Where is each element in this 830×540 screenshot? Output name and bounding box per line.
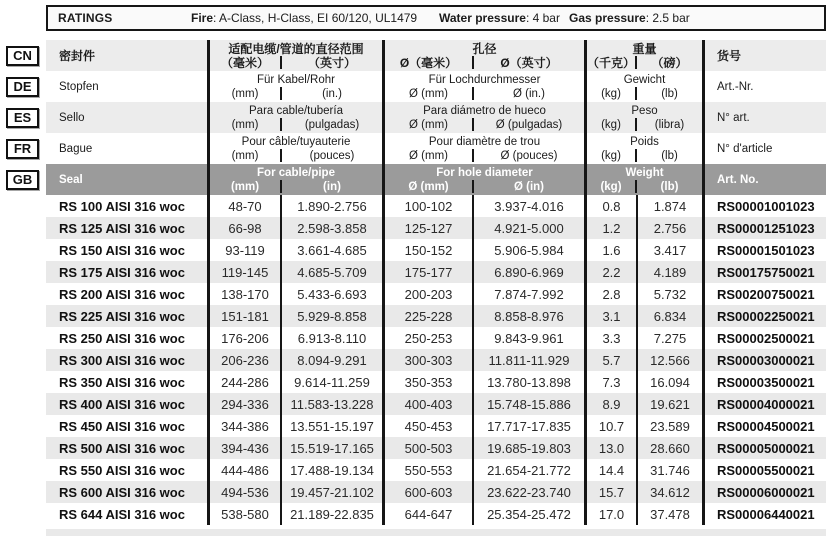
rating-water-value: : 4 bar — [525, 11, 560, 25]
weight-lb-cell: 37.478 — [636, 503, 702, 525]
row-left-spacer — [4, 481, 46, 503]
seal-header-label: Stopfen — [59, 80, 99, 93]
cable-mm-cell: 93-119 — [207, 239, 280, 261]
weight-lb-cell: 31.746 — [636, 459, 702, 481]
weight-right-unit: (lb) — [661, 87, 678, 100]
weight-kg-cell: 5.7 — [584, 349, 636, 371]
weight-sub — [587, 56, 702, 70]
weight-lb-cell: 34.612 — [636, 481, 702, 503]
hole-right-unit: Ø (pouces) — [500, 149, 558, 162]
lang-badge-cell — [4, 164, 46, 195]
cable-right-unit: (in) — [323, 180, 341, 193]
row-left-spacer — [4, 393, 46, 415]
seal-name-cell: RS 644 AISI 316 woc — [59, 506, 185, 522]
hole-right-unit: Ø (pulgadas) — [495, 118, 563, 131]
art-no-cell: RS00004000021 — [702, 393, 826, 415]
hole-in-cell: 8.858-8.976 — [472, 305, 584, 327]
header-row-fr — [4, 133, 826, 164]
cable-right-unit: （英寸） — [307, 56, 356, 70]
cable-mm-cell: 206-236 — [207, 349, 280, 371]
weight-lb-cell: 2.756 — [636, 217, 702, 239]
cable-sub — [210, 149, 382, 163]
cable-mm-cell: 119-145 — [207, 261, 280, 283]
seal-name-cell: RS 550 AISI 316 woc — [59, 462, 185, 478]
lang-badge-cn: CN — [6, 46, 39, 66]
weight-title: Poids — [630, 135, 659, 148]
hole-mm-cell: 300-303 — [382, 349, 472, 371]
weight-lb-cell: 7.275 — [636, 327, 702, 349]
lang-badge-cell — [4, 40, 46, 71]
hole-in-cell: 19.685-19.803 — [472, 437, 584, 459]
weight-left-unit: （千克） — [587, 56, 636, 70]
hole-mm-cell: 200-203 — [382, 283, 472, 305]
hole-in-cell: 7.874-7.992 — [472, 283, 584, 305]
row-left-spacer — [4, 371, 46, 393]
seal-name-cell: RS 300 AISI 316 woc — [46, 349, 207, 371]
hole-in-cell: 5.906-5.984 — [472, 239, 584, 261]
cable-mm-cell: 66-98 — [207, 217, 280, 239]
rating-fire — [191, 11, 439, 25]
art-no-cell: RS00175750021 — [702, 261, 826, 283]
table-row — [4, 371, 826, 393]
art-no-cell: RS00004500021 — [702, 415, 826, 437]
weight-lb-cell: 5.732 — [636, 283, 702, 305]
hole-in-cell: 9.843-9.961 — [472, 327, 584, 349]
hole-mm-cell: 600-603 — [382, 481, 472, 503]
weight-left-unit: (kg) — [601, 118, 621, 131]
rating-gas-value: : 2.5 bar — [645, 11, 690, 25]
art-no-cell: RS00001001023 — [702, 195, 826, 217]
header-rows — [4, 40, 826, 195]
table-row — [4, 349, 826, 371]
cable-in-cell: 1.890-2.756 — [280, 195, 382, 217]
cable-in-cell: 21.189-22.835 — [280, 503, 382, 525]
header-row-de — [4, 71, 826, 102]
cable-mm-cell: 444-486 — [207, 459, 280, 481]
lang-badge-gb: GB — [6, 170, 39, 190]
cable-mm-cell: 244-286 — [207, 371, 280, 393]
weight-sub — [587, 149, 702, 163]
header-row-cn — [4, 40, 826, 71]
art-no-cell: RS00002500021 — [702, 327, 826, 349]
weight-header-group — [584, 40, 702, 71]
hole-right-unit: Ø（英寸） — [500, 56, 558, 70]
table-row — [4, 217, 826, 239]
hole-in-cell: 4.921-5.000 — [472, 217, 584, 239]
weight-kg-cell: 3.1 — [584, 305, 636, 327]
weight-kg-cell: 10.7 — [584, 415, 636, 437]
seal-header-label: Seal — [46, 164, 207, 195]
weight-header-group — [584, 164, 702, 195]
bottom-strip — [46, 529, 826, 536]
rating-gas-label: Gas pressure — [569, 11, 646, 25]
cable-sub — [210, 56, 382, 70]
hole-in-cell: 23.622-23.740 — [472, 481, 584, 503]
hole-header-group — [382, 133, 584, 164]
cable-mm-cell: 294-336 — [207, 393, 280, 415]
hole-title: 孔径 — [472, 41, 497, 56]
cable-title: Para cable/tubería — [249, 104, 343, 117]
cable-sub — [210, 180, 382, 194]
seal-name-cell: RS 225 AISI 316 woc — [46, 305, 207, 327]
hole-in-cell: 11.811-11.929 — [472, 349, 584, 371]
cable-right-unit: (pulgadas) — [304, 118, 360, 131]
cable-left-unit: (mm) — [231, 118, 259, 131]
header-row-gb — [4, 164, 826, 195]
cable-in-cell: 6.913-8.110 — [280, 327, 382, 349]
cable-sub — [210, 118, 382, 132]
table-row — [4, 481, 826, 503]
seal-name-cell: RS 150 AISI 316 woc — [59, 242, 185, 258]
cable-in-cell: 5.433-6.693 — [280, 283, 382, 305]
seal-name-cell: RS 600 AISI 316 woc — [46, 481, 207, 503]
cable-sub — [210, 87, 382, 101]
seal-header-label: Sello — [46, 102, 207, 133]
table-row — [4, 195, 826, 217]
weight-kg-cell: 13.0 — [584, 437, 636, 459]
art-no-cell: RS00001501023 — [702, 239, 826, 261]
seal-name-cell: RS 350 AISI 316 woc — [59, 374, 185, 390]
hole-mm-cell: 350-353 — [382, 371, 472, 393]
rating-water-label: Water pressure — [439, 11, 526, 25]
hole-sub — [385, 149, 584, 163]
weight-left-unit: (kg) — [600, 180, 622, 193]
weight-right-unit: (libra) — [654, 118, 685, 131]
cable-mm-cell: 538-580 — [207, 503, 280, 525]
weight-kg-cell: 15.7 — [584, 481, 636, 503]
weight-kg-cell: 17.0 — [584, 503, 636, 525]
weight-title: 重量 — [632, 41, 657, 56]
hole-sub — [385, 180, 584, 194]
rating-fire-value: : A-Class, H-Class, EI 60/120, UL1479 — [213, 11, 418, 25]
table-row — [4, 283, 826, 305]
hole-mm-cell: 500-503 — [382, 437, 472, 459]
hole-left-unit: Ø (mm) — [409, 87, 448, 100]
seal-name-cell: RS 450 AISI 316 woc — [59, 418, 185, 434]
seal-name-cell: RS 175 AISI 316 woc — [46, 261, 207, 283]
hole-mm-cell: 225-228 — [382, 305, 472, 327]
hole-in-cell: 21.654-21.772 — [472, 459, 584, 481]
lang-badge-cell — [4, 133, 46, 164]
ratings-bar — [46, 5, 826, 31]
cable-title: For cable/pipe — [257, 166, 335, 179]
weight-header-group — [584, 71, 702, 102]
row-left-spacer — [4, 459, 46, 481]
art-no-cell: RS00005000021 — [702, 437, 826, 459]
weight-right-unit: （磅） — [651, 56, 688, 70]
weight-sub — [587, 118, 702, 132]
hole-mm-cell: 175-177 — [382, 261, 472, 283]
hole-in-cell: 25.354-25.472 — [472, 503, 584, 525]
data-rows — [4, 195, 826, 525]
cable-in-cell: 19.457-21.102 — [280, 481, 382, 503]
rating-water-pressure — [439, 11, 569, 25]
seal-name-cell: RS 100 AISI 316 woc — [59, 198, 185, 214]
table-row — [4, 415, 826, 437]
hole-mm-cell: 450-453 — [382, 415, 472, 437]
row-left-spacer — [4, 283, 46, 305]
row-left-spacer — [4, 305, 46, 327]
weight-sub — [587, 180, 702, 194]
art-no-cell: RS00002250021 — [702, 305, 826, 327]
hole-right-unit: Ø (in) — [513, 180, 545, 193]
table-row — [4, 437, 826, 459]
weight-lb-cell: 19.621 — [636, 393, 702, 415]
row-left-spacer — [4, 327, 46, 349]
hole-title: For hole diameter — [436, 166, 533, 179]
cable-in-cell: 4.685-5.709 — [280, 261, 382, 283]
art-no-cell: RS00005500021 — [702, 459, 826, 481]
weight-kg-cell: 2.2 — [584, 261, 636, 283]
hole-sub — [385, 118, 584, 132]
row-left-spacer — [4, 415, 46, 437]
weight-lb-cell: 28.660 — [636, 437, 702, 459]
hole-sub — [385, 87, 584, 101]
table-row — [4, 239, 826, 261]
hole-header-group — [382, 71, 584, 102]
rating-gas-pressure — [569, 11, 814, 25]
cable-mm-cell: 48-70 — [207, 195, 280, 217]
weight-sub — [587, 87, 702, 101]
weight-lb-cell: 12.566 — [636, 349, 702, 371]
row-left-spacer — [4, 195, 46, 217]
row-left-spacer — [4, 503, 46, 525]
hole-mm-cell: 550-553 — [382, 459, 472, 481]
weight-left-unit: (kg) — [601, 87, 621, 100]
cable-right-unit: (in.) — [322, 87, 342, 100]
ratings-title: RATINGS — [58, 11, 113, 25]
cable-left-unit: （毫米） — [220, 56, 269, 70]
row-left-spacer — [4, 349, 46, 371]
cable-header-group — [207, 164, 382, 195]
lang-badge-cell — [4, 102, 46, 133]
weight-title: Peso — [631, 104, 658, 117]
header-row-es — [4, 102, 826, 133]
table-row — [4, 305, 826, 327]
seal-spec-table — [4, 40, 826, 525]
seal-name-cell: RS 500 AISI 316 woc — [46, 437, 207, 459]
cable-in-cell: 13.551-15.197 — [280, 415, 382, 437]
weight-lb-cell: 3.417 — [636, 239, 702, 261]
hole-in-cell: 17.717-17.835 — [472, 415, 584, 437]
hole-left-unit: Ø (mm) — [409, 149, 448, 162]
art-header-label: N° d'article — [702, 133, 826, 164]
weight-title: Gewicht — [623, 73, 666, 86]
hole-in-cell: 3.937-4.016 — [472, 195, 584, 217]
lang-badge-cell — [4, 71, 46, 102]
weight-header-group — [584, 102, 702, 133]
hole-header-group — [382, 102, 584, 133]
seal-name-cell: RS 400 AISI 316 woc — [46, 393, 207, 415]
weight-lb-cell: 4.189 — [636, 261, 702, 283]
weight-header-group — [584, 133, 702, 164]
cable-left-unit: (mm) — [231, 149, 259, 162]
lang-badge-fr: FR — [6, 139, 39, 159]
weight-kg-cell: 8.9 — [584, 393, 636, 415]
weight-kg-cell: 3.3 — [584, 327, 636, 349]
weight-lb-cell: 1.874 — [636, 195, 702, 217]
cable-mm-cell: 176-206 — [207, 327, 280, 349]
hole-header-group — [382, 40, 584, 71]
cable-mm-cell: 138-170 — [207, 283, 280, 305]
art-header-label: N° art. — [702, 102, 826, 133]
cable-title: Für Kabel/Rohr — [257, 73, 335, 86]
weight-kg-cell: 7.3 — [584, 371, 636, 393]
row-left-spacer — [4, 217, 46, 239]
cable-in-cell: 8.094-9.291 — [280, 349, 382, 371]
hole-in-cell: 13.780-13.898 — [472, 371, 584, 393]
cable-in-cell: 9.614-11.259 — [280, 371, 382, 393]
art-no-cell: RS00003500021 — [702, 371, 826, 393]
hole-mm-cell: 250-253 — [382, 327, 472, 349]
weight-lb-cell: 16.094 — [636, 371, 702, 393]
art-header-label: 货号 — [702, 40, 826, 71]
cable-title: 适配电缆/管道的直径范围 — [228, 41, 364, 56]
table-row — [4, 327, 826, 349]
cable-header-group — [207, 102, 382, 133]
cable-left-unit: (mm) — [231, 87, 259, 100]
cable-mm-cell: 494-536 — [207, 481, 280, 503]
cable-in-cell: 15.519-17.165 — [280, 437, 382, 459]
weight-kg-cell: 0.8 — [584, 195, 636, 217]
cable-in-cell: 5.929-8.858 — [280, 305, 382, 327]
cable-in-cell: 3.661-4.685 — [280, 239, 382, 261]
row-left-spacer — [4, 437, 46, 459]
seal-header-label: Bague — [59, 142, 93, 155]
seal-name-cell: RS 250 AISI 316 woc — [59, 330, 185, 346]
hole-in-cell: 15.748-15.886 — [472, 393, 584, 415]
hole-mm-cell: 100-102 — [382, 195, 472, 217]
art-no-cell: RS00001251023 — [702, 217, 826, 239]
hole-left-unit: Ø (mm) — [408, 180, 449, 193]
cable-right-unit: (pouces) — [309, 149, 355, 162]
weight-lb-cell: 23.589 — [636, 415, 702, 437]
art-no-cell: RS00200750021 — [702, 283, 826, 305]
weight-left-unit: (kg) — [601, 149, 621, 162]
weight-lb-cell: 6.834 — [636, 305, 702, 327]
weight-kg-cell: 2.8 — [584, 283, 636, 305]
cable-title: Pour câble/tuyauterie — [241, 135, 351, 148]
hole-title: Para diámetro de hueco — [423, 104, 546, 117]
cable-left-unit: (mm) — [230, 180, 260, 193]
hole-left-unit: Ø (mm) — [409, 118, 448, 131]
cable-header-group — [207, 133, 382, 164]
seal-header-label: 密封件 — [46, 40, 207, 71]
art-header-label: Art. No. — [702, 164, 826, 195]
hole-header-group — [382, 164, 584, 195]
row-left-spacer — [4, 261, 46, 283]
hole-mm-cell: 400-403 — [382, 393, 472, 415]
cable-mm-cell: 394-436 — [207, 437, 280, 459]
cable-in-cell: 17.488-19.134 — [280, 459, 382, 481]
lang-badge-de: DE — [6, 77, 39, 97]
cable-mm-cell: 151-181 — [207, 305, 280, 327]
lang-badge-es: ES — [6, 108, 39, 128]
table-row — [4, 261, 826, 283]
table-row — [4, 503, 826, 525]
table-row — [4, 393, 826, 415]
cable-header-group — [207, 40, 382, 71]
rating-fire-label: Fire — [191, 11, 214, 25]
weight-right-unit: (lb) — [660, 180, 679, 193]
hole-mm-cell: 150-152 — [382, 239, 472, 261]
hole-right-unit: Ø (in.) — [513, 87, 545, 100]
art-no-cell: RS00003000021 — [702, 349, 826, 371]
table-row — [4, 459, 826, 481]
hole-mm-cell: 125-127 — [382, 217, 472, 239]
hole-in-cell: 6.890-6.969 — [472, 261, 584, 283]
seal-name-cell: RS 125 AISI 316 woc — [46, 217, 207, 239]
hole-title: Für Lochdurchmesser — [428, 73, 541, 86]
weight-kg-cell: 14.4 — [584, 459, 636, 481]
hole-mm-cell: 644-647 — [382, 503, 472, 525]
row-left-spacer — [4, 239, 46, 261]
weight-title: Weight — [625, 166, 664, 179]
hole-left-unit: Ø（毫米） — [399, 56, 458, 70]
cable-header-group — [207, 71, 382, 102]
cable-mm-cell: 344-386 — [207, 415, 280, 437]
art-header-label: Art.-Nr. — [702, 71, 826, 102]
weight-kg-cell: 1.6 — [584, 239, 636, 261]
seal-name-cell: RS 200 AISI 316 woc — [59, 286, 185, 302]
art-no-cell: RS00006440021 — [702, 503, 826, 525]
weight-kg-cell: 1.2 — [584, 217, 636, 239]
cable-in-cell: 2.598-3.858 — [280, 217, 382, 239]
art-no-cell: RS00006000021 — [702, 481, 826, 503]
cable-in-cell: 11.583-13.228 — [280, 393, 382, 415]
hole-sub — [385, 56, 584, 70]
weight-right-unit: (lb) — [661, 149, 678, 162]
hole-title: Pour diamètre de trou — [428, 135, 541, 148]
